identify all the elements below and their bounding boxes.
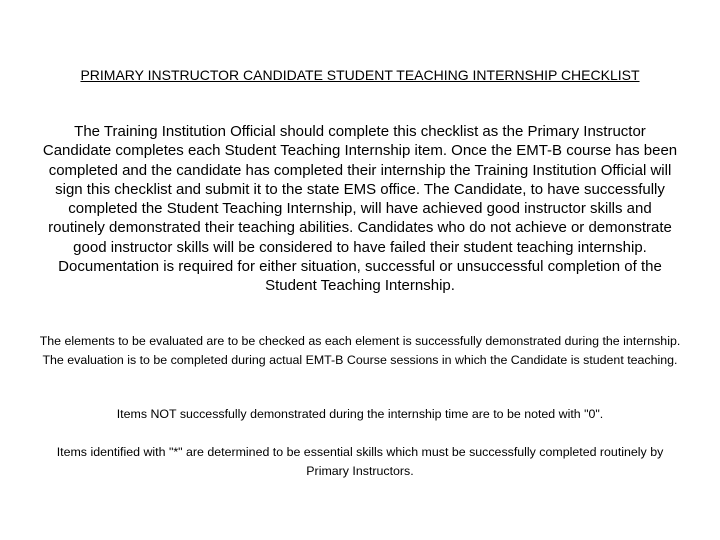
- essential-skills-note: Items identified with "*" are determined to be essential skills which must be successfully completed routinely by Primary Instructors.: [56, 445, 664, 478]
- not-demonstrated-note: Items NOT successfully demonstrated during the internship time are to be noted with "0".: [116, 407, 604, 421]
- page-title: PRIMARY INSTRUCTOR CANDIDATE STUDENT TEACHING INTERNSHIP CHECKLIST: [80, 67, 640, 83]
- intro-paragraph: The Training Institution Official should complete this checklist as the Primary Instructor Candidate completes each Student Teaching Internship item. Once the EMT-B course has been completed and the candidate has completed their internship the Training Institution Official will sign this checklist and submit it to the state EMS office. The Candidate, to have successfully completed the Student Teaching Internship, will have achieved good instructor skills and routinely demonstrated their teaching abilities. Candidates who do not achieve or demonstrate good instructor skills will be considered to have failed their student teaching internship. Documentation is required for either situation, successful or unsuccessful completion of the Student Teaching Internship.: [42, 123, 678, 295]
- elements-evaluation-note: The elements to be evaluated are to be checked as each element is successfully demonstrated during the internship. The evaluation is to be completed during actual EMT-B Course sessions in which the Candidate is student teaching.: [39, 334, 681, 367]
